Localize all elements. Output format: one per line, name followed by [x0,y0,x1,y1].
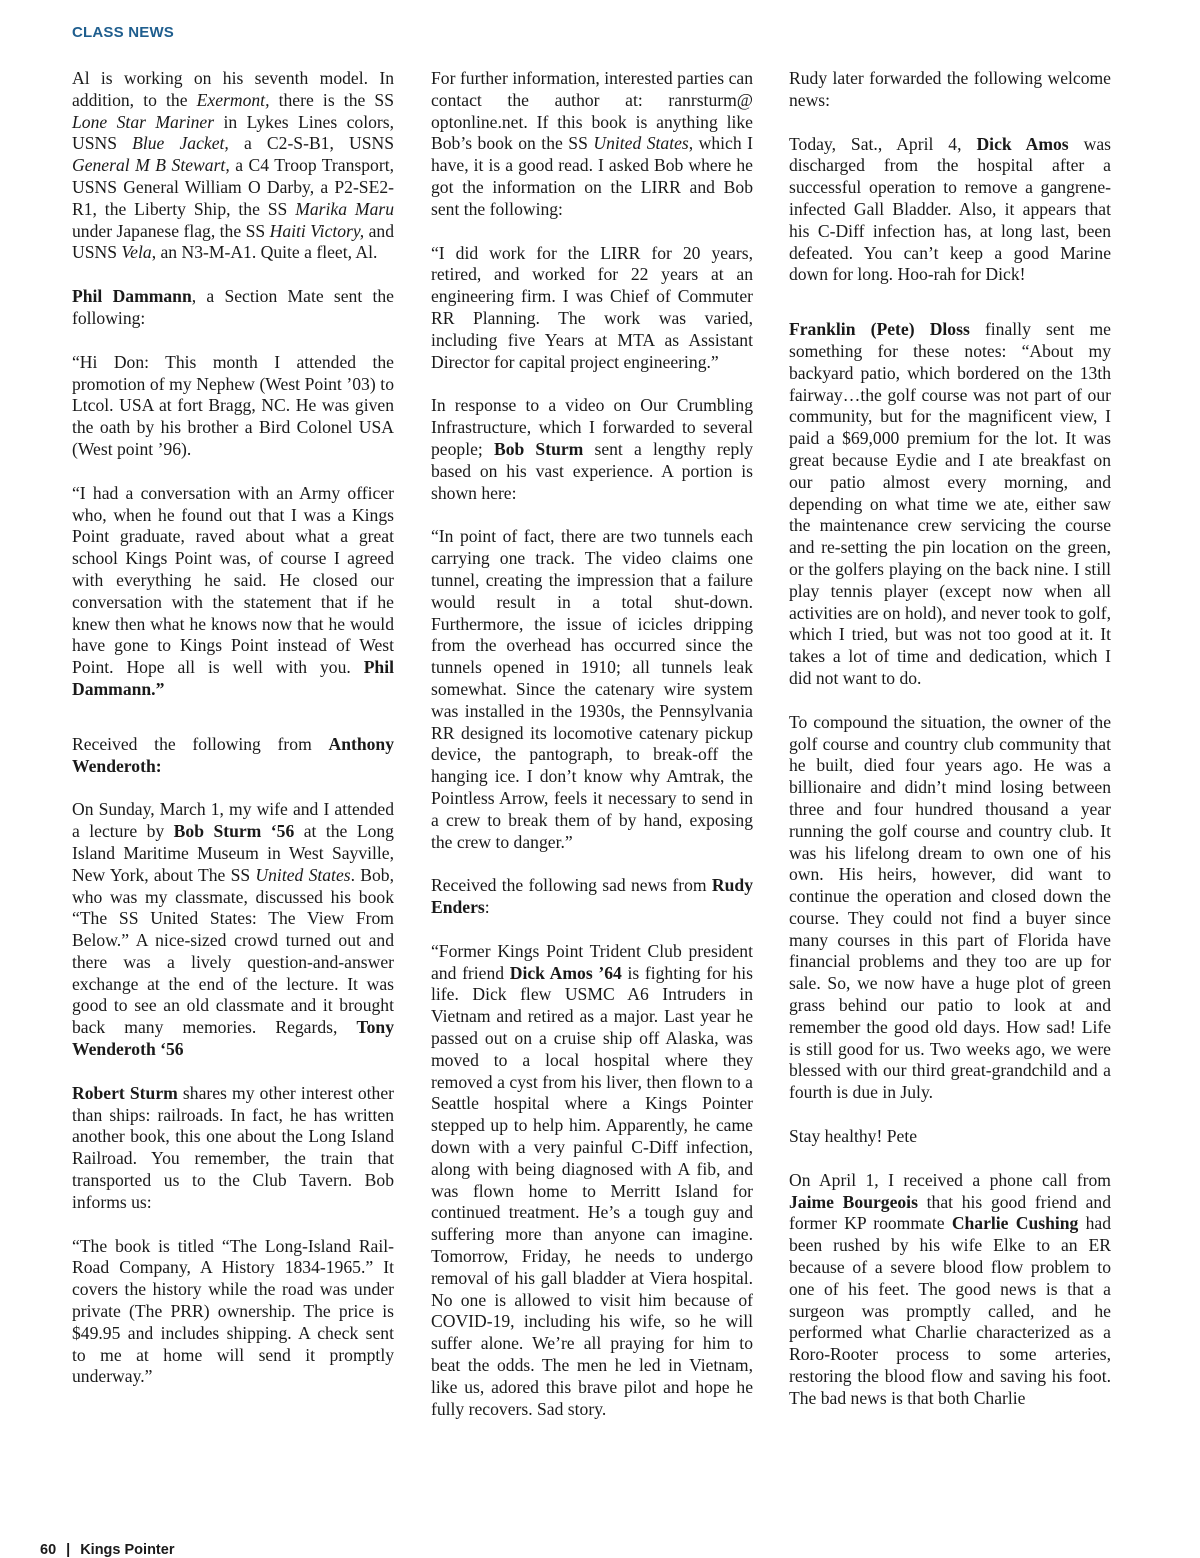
column-2 [431,68,753,1420]
bold-name: Dick Amos ’64 [509,962,622,983]
paragraph [789,1170,1111,1410]
text-run: , a Section Mate sent the following: [72,286,394,328]
text-run: a C4 Troop Transport, USNS General William O Darby, a P2-SE2-R1, the Liberty Ship, the SS [72,155,394,219]
text-run: Rudy later forwarded the following welcome news: [789,68,1111,110]
text-run: “The book is titled “The Long-Island Rail-Road Company, A History 1834-1965.” It covers the history while the road was under private (The PRR) ownership. The price is $49.95 and includes shipping. A check sent to me at home will send it promptly underway.” [72,1235,394,1387]
text-run: there is the SS [269,89,395,110]
paragraph [72,68,394,264]
footer-separator: | [66,1542,71,1558]
column-1 [72,68,394,1388]
paragraph [72,734,394,778]
paragraph [789,134,1111,287]
text-run: under Japanese flag, the SS [72,220,270,241]
paragraph [431,875,753,919]
paragraph [72,286,394,330]
text-run: Stay healthy! Pete [789,1126,918,1147]
paragraph [789,712,1111,1104]
italic-title: Blue Jacket, [132,133,229,154]
bold-name: Phil Dammann.” [72,657,394,699]
bold-name: Robert Sturm [72,1082,178,1103]
paragraph [431,526,753,853]
text-run: finally sent me something for these notes: “About my backyard patio, which bordered on the 13th fairway…the golf course was not part of our community, but for the magnificent view, I paid a $69,000 premium for the lot. It was great because Eydie and I ate breakfast on our patio almost every morning, and depending on what time we ate, either saw the maintenance crew servicing the course and re-setting the pin location on the green, or the golfers playing on the back nine. I still play tennis player (except now when all activities are on hold), and never took to golf, which I tried, but was not too good at it. It takes a lot of time and dedication, which I did not want to do. [789,319,1111,688]
italic-title: Exermont, [196,89,270,110]
text-run: sent a lengthy reply based on his vast experience. A portion is shown here: [431,438,754,503]
bold-name: Tony Wenderoth ‘56 [72,1017,394,1060]
text-run: shares my other interest other than ships: railroads. In fact, he has written another book, this one about the Long Island Railroad. You remember, the train that transported us to the Club Tavern. Bob informs us: [72,1082,394,1212]
text-run: : [484,897,490,918]
text-run: “Former Kings Point Trident Club president and friend [431,940,753,983]
text-run: . Bob, who was my classmate, discussed his book “The SS United States: The View From Below.” A nice-sized crowd turned out and there was a lively question-and-answer exchange at the end of the lecture. It was good to see an old classmate and it brought back many memories. Regards, [72,864,395,1038]
paragraph [789,1126,1111,1148]
paragraph [789,68,1111,112]
page-number: 60 [40,1542,57,1558]
text-run: is fighting for his life. Dick flew USMC A6 Intruders in Vietnam and retired as a major. Last year he passed out on a cruise ship off Alaska, was moved to a local hospital where they removed a cyst from his liver, then flown to a Seattle hospital where a Kings Pointer stepped up to help him. Apparently, he came down with a very painful C-Diff infection, along with being diagnosed with A fib, and was flown home to Merritt Island for continued treatment. He’s a tough guy and suffering more than anyone can imagine. Tomorrow, Friday, he needs to undergo removal of his gall bladder at Viera hospital. No one is allowed to visit him because of COVID-19, including his wife, so he will suffer alone. We’re all praying for him to beat the odds. The men he led in Vietnam, like us, adored this brave pilot and hope he fully recovers. Sad story. [431,962,753,1419]
text-run: in Lykes Lines colors, USNS [72,111,395,154]
text-run: For further information, interested parties can contact the author at: ranrsturm@ optonline.net. If this book is anything like Bob’s book on the SS [431,68,753,154]
paragraph [789,319,1111,690]
text-run: “I did work for the LIRR for 20 years, retired, and worked for 22 years at an engineering firm. I was Chief of Commuter RR Planning. The work was varied, including five Years at MTA as Assistant Director for capital project engineering.” [431,242,753,372]
bold-name: Charlie Cushing [951,1213,1079,1234]
text-run: and USNS [72,220,395,263]
paragraph [431,68,753,221]
paragraph [72,483,394,701]
page-footer [40,1542,174,1558]
paragraph [72,1083,394,1214]
section-header: CLASS NEWS [72,24,175,41]
text-run: had been rushed by his wife Elke to an ER because of a severe blood flow problem to one of his feet. The good news is that a surgeon was promptly called, and he performed what Charlie characterized as a Roro-Rooter process to some arteries, restoring the blood flow and saving his foot. The bad news is that both Charlie [789,1213,1112,1408]
text-run: Today, Sat., April 4, [789,133,977,154]
text-run: , an N3-M-A1. Quite a fleet, Al. [151,242,378,263]
bold-name: Anthony Wenderoth: [72,733,394,776]
text-run: Received the following from [72,733,329,754]
text-run: To compound the situation, the owner of the golf course and country club community that he built, died four years ago. He was a billionaire and didn’t mind losing between three and four hundred thousand a year running the golf course and country club. It was his lifelong dream to own one of his own. His heirs, however, did want to continue the operation and closed down the course. They could not find a buyer since many courses in this part of Florida have financial problems and they too are up for sale. So, we now have a huge plot of green grass behind our patio to look at and remember the good old days. How sad! Life is still good for us. Two weeks ago, we were blessed with our third great-grandchild and a fourth is due in July. [789,711,1111,1103]
paragraph [72,799,394,1061]
text-run: On Sunday, March 1, my wife and I attended a lecture by [72,799,394,842]
bold-name: Bob Sturm [493,438,584,459]
bold-name: Jaime Bourgeois [789,1191,918,1212]
text-run: Received the following sad news from [431,875,712,896]
italic-title: Haiti Victory, [269,220,365,241]
column-3 [789,68,1111,1410]
bold-name: Franklin (Pete) Dloss [789,319,970,340]
italic-title: United States [593,133,689,154]
text-run: “Hi Don: This month I attended the promotion of my Nephew (West Point ’03) to Ltcol. USA at fort Bragg, NC. He was given the oath by his brother a Bird Colonel USA (West point ’96). [72,351,394,459]
bold-name: Bob Sturm ‘56 [173,821,295,842]
italic-title: General M B Stewart, [72,155,230,176]
bold-name: Dick Amos [976,133,1069,154]
text-run: In response to a video on Our Crumbling Infrastructure, which I forwarded to several people; [431,395,753,459]
paragraph [431,243,753,374]
text-run: “I had a conversation with an Army officer who, when he found out that I was a Kings Point graduate, raved about what a great school Kings Point was, of course I agreed with everything he said. He closed our conversation with the statement that if he knew then what he knows now that he would have gone to Kings Point instead of West Point. Hope all is well with you. [72,482,394,678]
italic-title: Marika Maru [295,198,395,219]
publication-name: Kings Pointer [80,1542,175,1558]
paragraph [431,395,753,504]
text-run: a C2-S-B1, USNS [228,133,394,154]
text-run: at the Long Island Maritime Museum in West Sayville, New York, about The SS [72,821,394,885]
italic-title: Vela [121,242,152,263]
text-run: was discharged from the hospital after a successful operation to remove a gangrene-infected Gall Bladder. Also, it appears that his C-Diff infection has, at long last, been defeated. You can’t keep a good Marine down for long. Hoo-rah for Dick! [789,133,1111,285]
italic-title: Lone Star Mariner [72,111,215,132]
text-run: that his good friend and former KP roommate [789,1191,1111,1234]
bold-name: Rudy Enders [431,875,753,918]
text-run: “In point of fact, there are two tunnels each carrying one track. The video claims one tunnel, creating the impression that a failure would result in a total shut-down. Furthermore, the issue of icicles dripping from the overhead has occurred since the tunnels opened in 1910; all tunnels leak somewhat. Since the catenary wire system was installed in the 1930s, the Pennsylvania RR designed its locomotive catenary pickup device, the pantograph, to break-off the hanging ice. I don’t know why Amtrak, the Pointless Arrow, feels it necessary to send in a crew to break them of by hand, exposing the crew to danger.” [431,526,753,852]
paragraph [72,352,394,461]
italic-title: United States [255,864,351,885]
paragraph [72,1236,394,1389]
bold-name: Phil Dammann [72,286,192,307]
paragraph [431,941,753,1421]
text-run: On April 1, I received a phone call from [789,1169,1111,1190]
text-run: , which I have, it is a good read. I asked Bob where he got the information on the LIRR and Bob sent the following: [431,133,753,219]
text-run: Al is working on his seventh model. In addition, to the [72,68,394,110]
